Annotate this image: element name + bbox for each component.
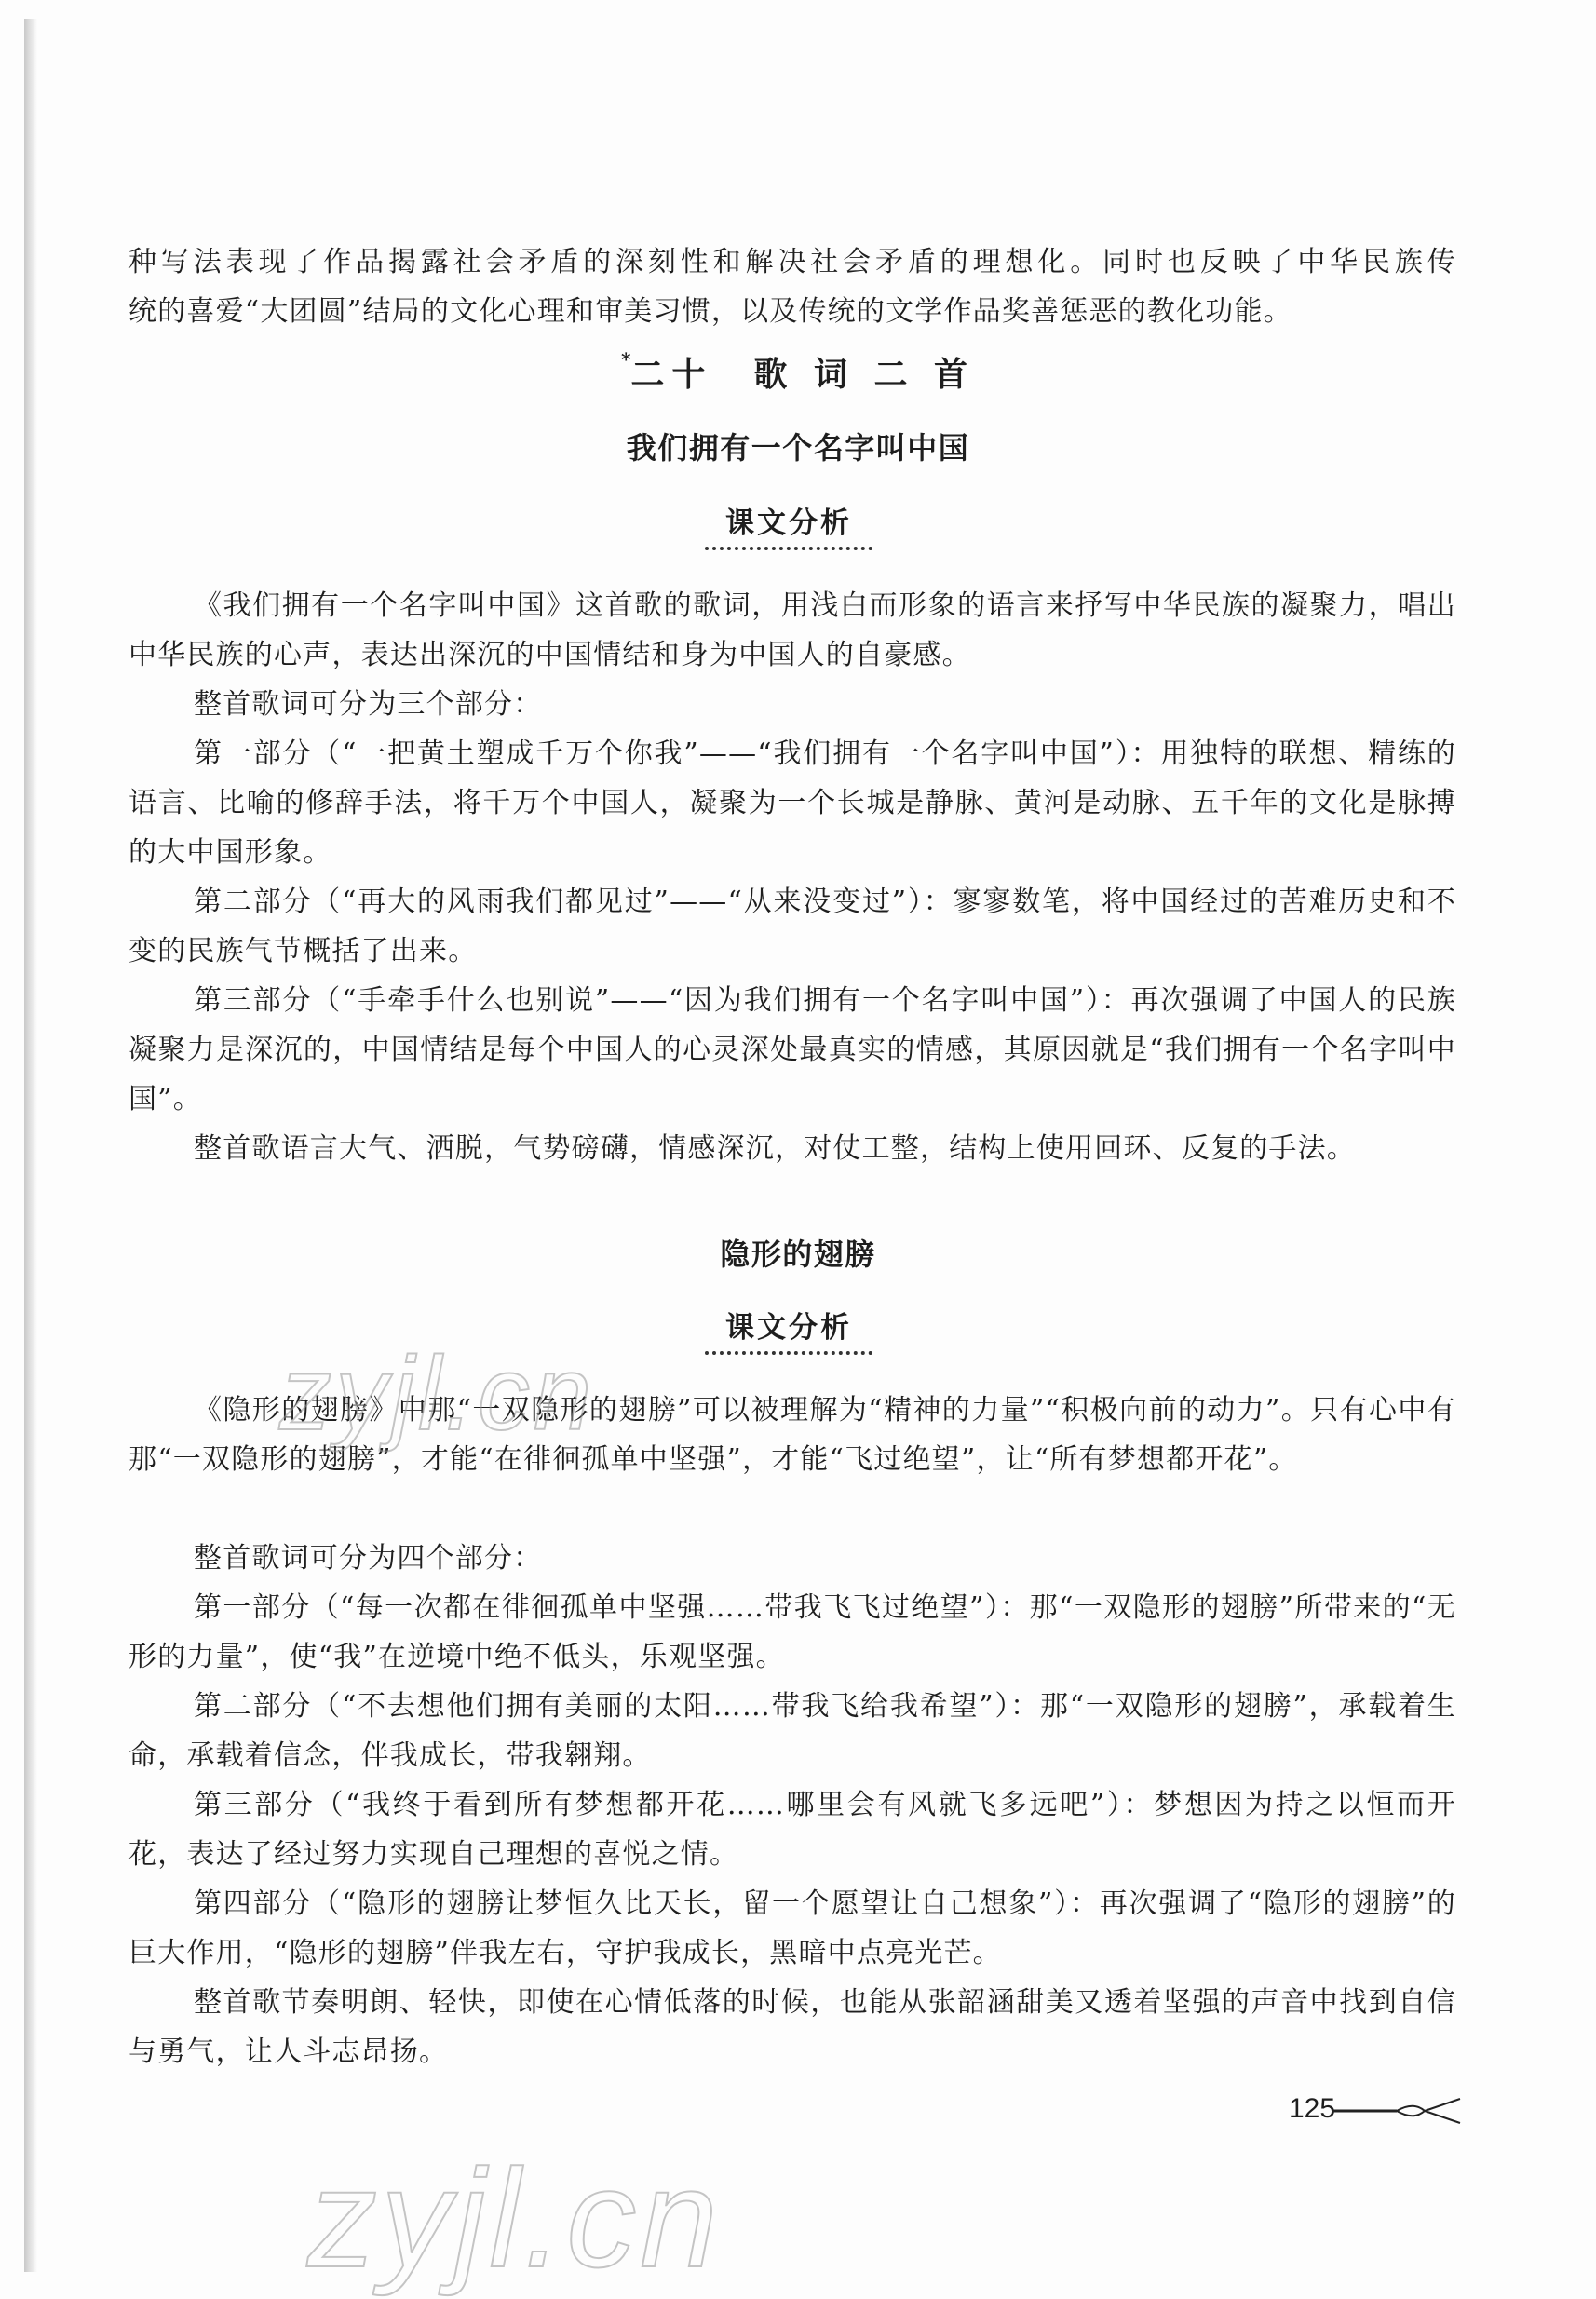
watermark-2: zyjl.cn xyxy=(307,2140,722,2296)
page-number-ornament-icon xyxy=(1332,2097,1462,2125)
song2-section-head: 课文分析 xyxy=(705,1304,872,1355)
song1-paragraph-6: 整首歌语言大气、洒脱，气势磅礴，情感深沉，对仗工整，结构上使用回环、反复的手法。 xyxy=(194,1132,1356,1165)
song2-paragraph-4: 第二部分（“不去想他们拥有美丽的太阳……带我飞给我希望”）：那“一双隐形的翅膀”，承载着生命，承载着信念，伴我成长，带我翱翔。 xyxy=(128,1690,1456,1772)
song2-paragraph-7: 整首歌节奏明朗、轻快，即使在心情低落的时候，也能从张韶涵甜美又透着坚强的声音中找到自信与勇气，让人斗志昂扬。 xyxy=(128,1986,1456,2068)
song2-paragraph-5: 第三部分（“我终于看到所有梦想都开花……哪里会有风就飞多远吧”）：梦想因为持之以恒而开花，表达了经过努力实现自己理想的喜悦之情。 xyxy=(128,1789,1456,1871)
song1-paragraph-5: 第三部分（“手牵手什么也别说”——“因为我们拥有一个名字叫中国”）：再次强调了中国人的民族凝聚力是深沉的，中国情结是每个中国人的心灵深处最真实的情感，其原因就是“我们拥有一个名字叫中国”。 xyxy=(128,984,1456,1116)
intro-line-2: 统的喜爱“大团圆”结局的文化心理和审美习惯，以及传统的文学作品奖善惩恶的教化功能。 xyxy=(128,295,1292,328)
song1-paragraph-4: 第二部分（“再大的风雨我们都见过”——“从来没变过”）：寥寥数笔，将中国经过的苦难历史和不变的民族气节概括了出来。 xyxy=(128,886,1456,967)
song2-paragraph-3: 第一部分（“每一次都在徘徊孤单中坚强……带我飞飞过绝望”）：那“一双隐形的翅膀”所带来的“无形的力量”，使“我”在逆境中绝不低头，乐观坚强。 xyxy=(128,1591,1456,1673)
watermark-1: zyjl.cn xyxy=(279,1335,596,1452)
song2-paragraph-6: 第四部分（“隐形的翅膀让梦恒久比天长，留一个愿望让自己想象”）：再次强调了“隐形的翅膀”的巨大作用，“隐形的翅膀”伴我左右，守护我成长，黑暗中点亮光芒。 xyxy=(128,1887,1456,1969)
lesson-title xyxy=(0,348,1596,396)
song1-title: 我们拥有一个名字叫中国 xyxy=(626,430,970,466)
page-number: 125 xyxy=(1289,2093,1336,2124)
song1-paragraph-1: 《我们拥有一个名字叫中国》这首歌的歌词，用浅白而形象的语言来抒写中华民族的凝聚力，唱出中华民族的心声，表达出深沉的中国情结和身为中国人的自豪感。 xyxy=(128,589,1456,671)
song2-paragraph-1: 《隐形的翅膀》中那“一双隐形的翅膀”可以被理解为“精神的力量”“积极向前的动力”。只有心中有那“一双隐形的翅膀”，才能“在徘徊孤单中坚强”，才能“飞过绝望”，让“所有梦想都开花”。 xyxy=(128,1394,1456,1476)
song2-title: 隐形的翅膀 xyxy=(720,1237,876,1272)
song2-paragraph-2: 整首歌词可分为四个部分： xyxy=(194,1542,543,1575)
song1-paragraph-2: 整首歌词可分为三个部分： xyxy=(194,688,543,721)
optional-lesson-star: * xyxy=(620,348,631,371)
song1-paragraph-3: 第一部分（“一把黄土塑成千万个你我”——“我们拥有一个名字叫中国”）：用独特的联想、精练的语言、比喻的修辞手法，将千万个中国人，凝聚为一个长城是静脉、黄河是动脉、五千年的文化是脉搏的大中国形象。 xyxy=(128,737,1456,869)
lesson-title-text: 二十 歌 词 二 首 xyxy=(630,355,976,394)
intro-line-1: 种写法表现了作品揭露社会矛盾的深刻性和解决社会矛盾的理想化。同时也反映了中华民族传 xyxy=(128,246,1456,278)
song1-section-head: 课文分析 xyxy=(705,499,872,550)
